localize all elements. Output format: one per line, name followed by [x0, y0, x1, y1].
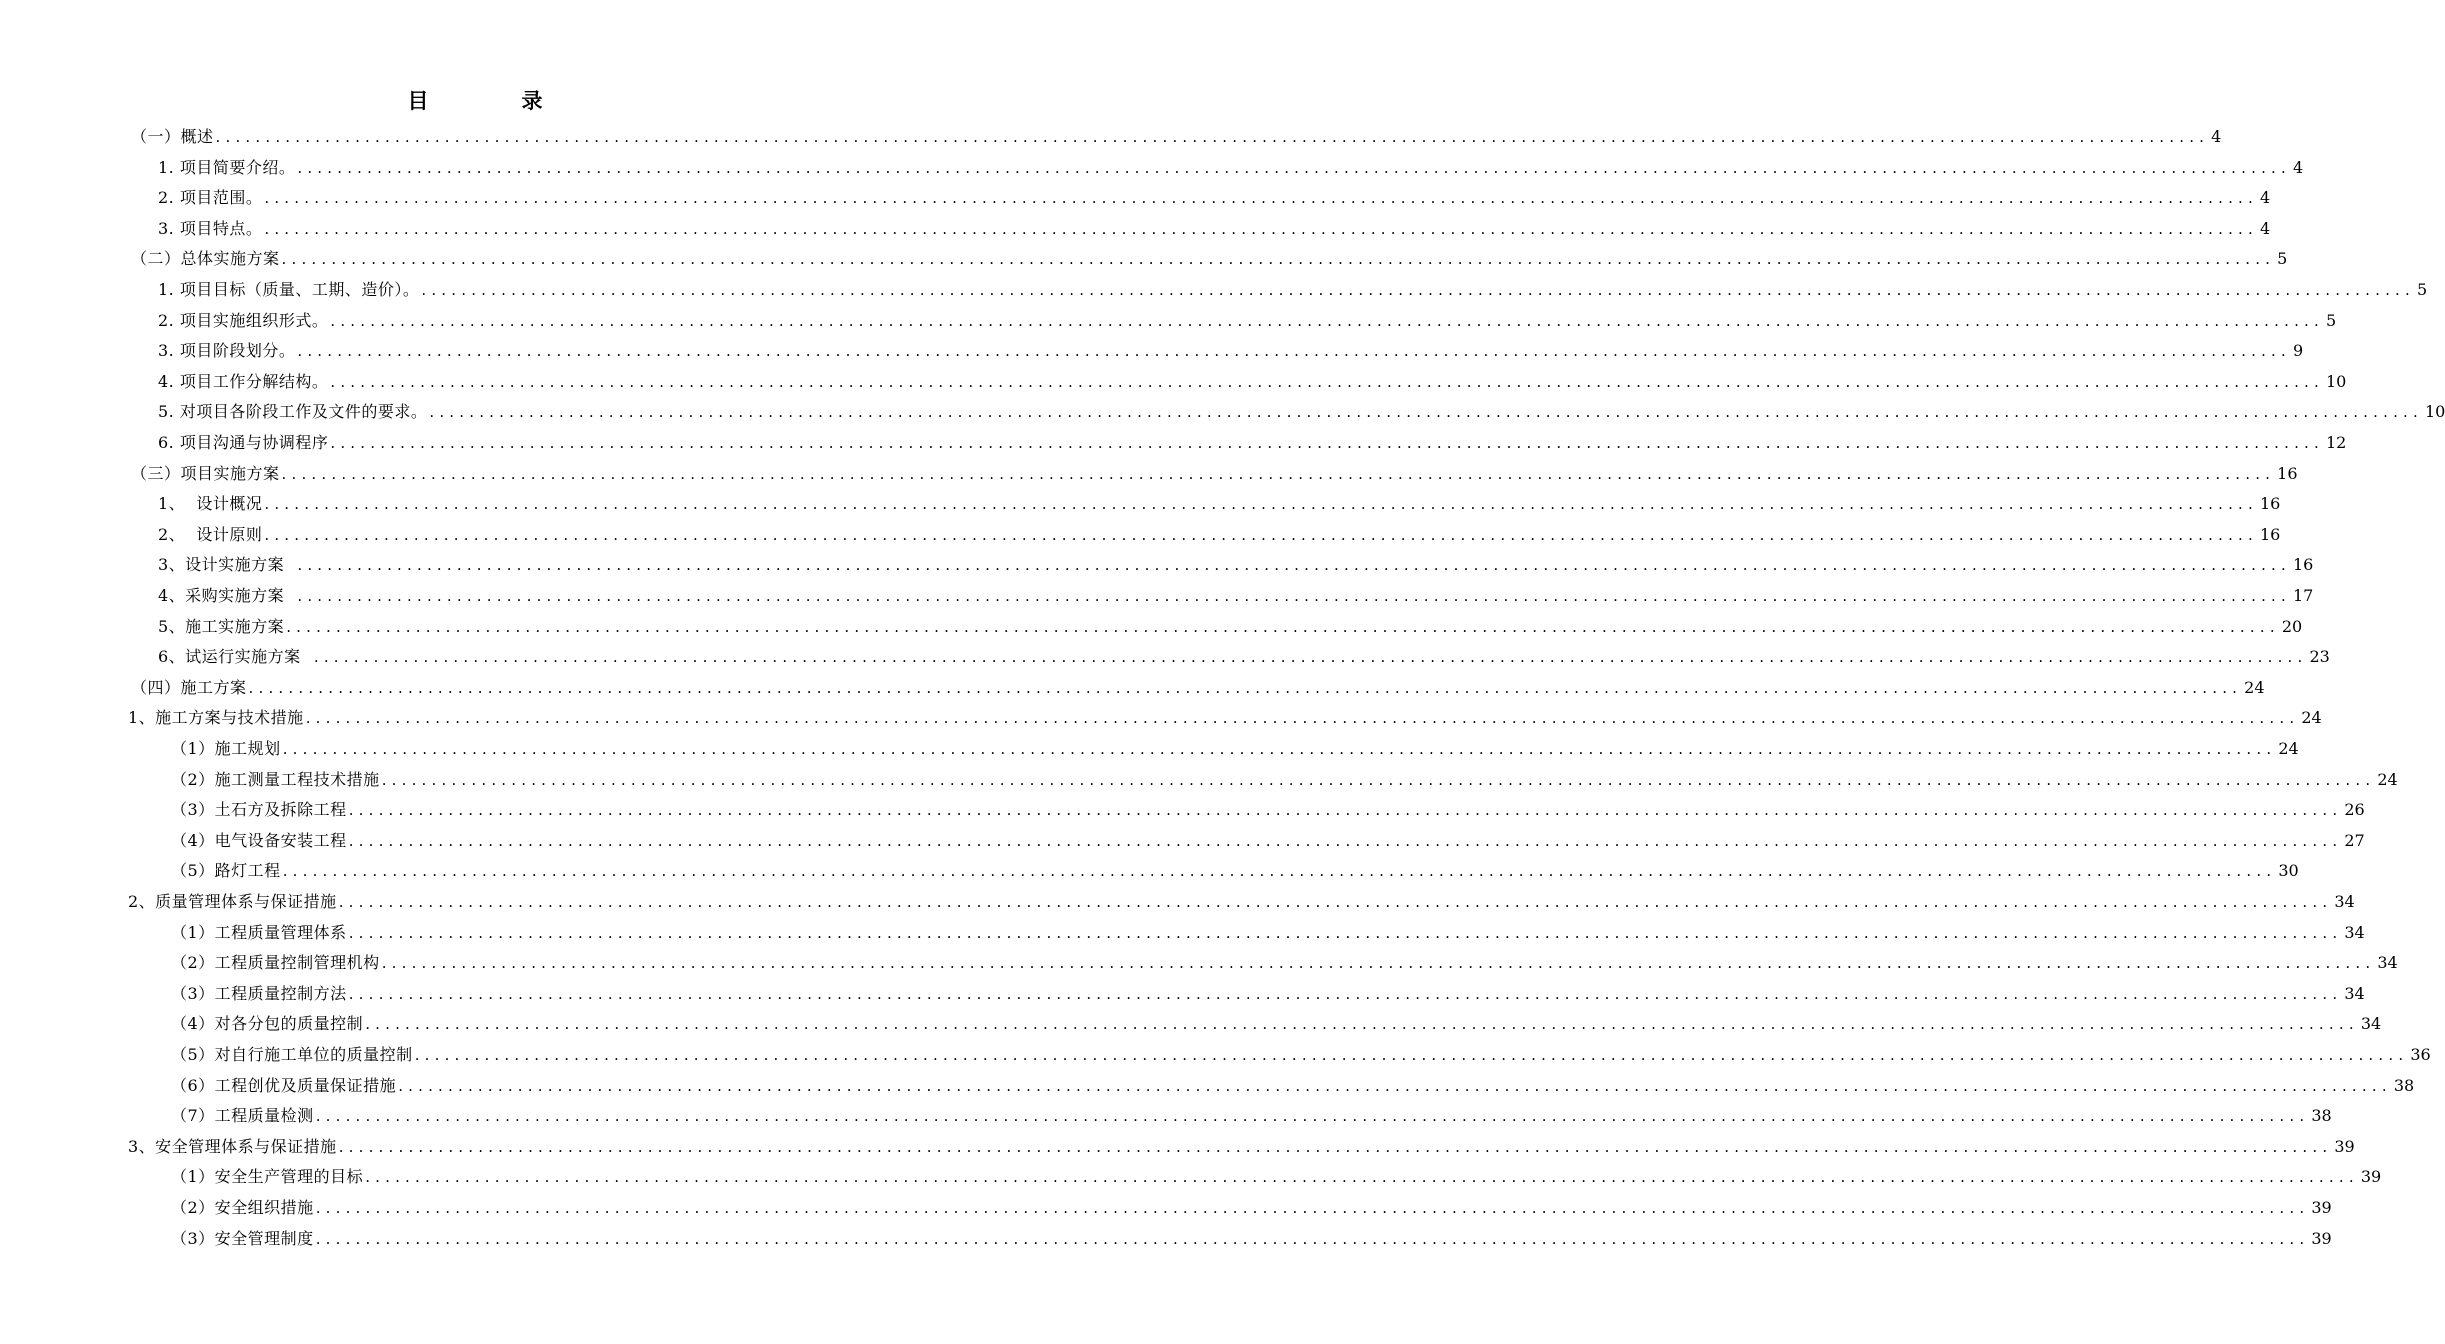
toc-page-number: 39 — [2311, 1228, 2332, 1248]
toc-entry[interactable] — [158, 336, 2304, 366]
toc-dot-leader: ........................................................................................................................................................................................................ — [281, 250, 2276, 269]
toc-entry-label: 3、安全管理体系与保证措施 — [128, 1136, 337, 1156]
toc-page-number: 36 — [2410, 1045, 2431, 1064]
toc-entry[interactable] — [158, 183, 2271, 213]
toc-dot-leader: ........................................................................................................................................................................................................ — [215, 128, 2210, 146]
toc-page-number: 34 — [2334, 892, 2355, 911]
toc-entry-label: （5）路灯工程 — [171, 861, 281, 881]
toc-dot-leader: ........................................................................................................................................................................................................ — [297, 556, 2291, 575]
toc-page-number: 27 — [2344, 830, 2365, 850]
toc-page-number: 16 — [2277, 463, 2298, 483]
toc-dot-leader: ........................................................................................................................................................................................................ — [365, 1015, 2359, 1034]
toc-entry-label: （三）项目实施方案 — [131, 463, 280, 483]
toc-dot-leader: ........................................................................................................................................................................................................ — [264, 525, 2258, 544]
toc-dot-leader: ........................................................................................................................................................................................................ — [248, 678, 2243, 697]
toc-entry[interactable] — [128, 1132, 2355, 1162]
toc-page-number: 5 — [2325, 310, 2337, 330]
toc-dot-leader: ........................................................................................................................................................................................................ — [281, 464, 2276, 483]
toc-page-number: 24 — [2244, 677, 2265, 697]
page-title: 目 录 — [407, 89, 579, 113]
toc-entry-label: 2. 项目范围。 — [158, 188, 263, 208]
toc-entry-label: 6、试运行实施方案 — [158, 647, 312, 667]
toc-page-number: 16 — [2259, 494, 2281, 514]
toc-entry[interactable] — [131, 673, 2265, 703]
toc-page-number: 24 — [2301, 708, 2322, 728]
toc-entry-label: （1）施工规划 — [171, 739, 281, 758]
toc-entry-label: （二）总体实施方案 — [131, 249, 280, 269]
toc-entry-label: （2）安全组织措施 — [171, 1198, 314, 1217]
toc-page-number: 24 — [2278, 739, 2299, 758]
toc-entry-label: （2）施工测量工程技术措施 — [171, 769, 380, 789]
toc-entry[interactable] — [158, 612, 2303, 642]
toc-dot-leader: ........................................................................................................................................................................................................ — [348, 923, 2343, 942]
toc-page-number: 24 — [2377, 769, 2398, 789]
toc-entry[interactable] — [158, 581, 2314, 611]
toc-page-number: 34 — [2344, 983, 2365, 1003]
toc-entry[interactable] — [158, 520, 2281, 550]
toc-entry[interactable] — [158, 367, 2347, 397]
toc-entry[interactable] — [171, 826, 2365, 856]
toc-dot-leader: ........................................................................................................................................................................................................ — [315, 1229, 2310, 1248]
toc-entry[interactable] — [158, 275, 2428, 305]
toc-entry-label: （2）工程质量控制管理机构 — [171, 953, 380, 973]
toc-entry[interactable] — [158, 489, 2281, 519]
toc-entry-label: 1. 项目简要介绍。 — [158, 157, 296, 177]
toc-page-number: 4 — [2259, 218, 2271, 238]
toc-entry-label: 1、 设计概况 — [158, 494, 263, 514]
toc-entry[interactable] — [171, 918, 2365, 948]
toc-entry[interactable] — [131, 122, 2222, 152]
toc-entry-label: （3）土石方及拆除工程 — [171, 800, 347, 820]
toc-entry-label: （1）安全生产管理的目标 — [171, 1167, 364, 1187]
toc-dot-leader: ........................................................................................................................................................................................................ — [330, 434, 2324, 452]
toc-dot-leader: ........................................................................................................................................................................................................ — [315, 1199, 2310, 1217]
toc-entry[interactable] — [171, 1040, 2431, 1070]
toc-entry[interactable] — [158, 306, 2337, 336]
toc-dot-leader: ........................................................................................................................................................................................................ — [297, 158, 2291, 177]
toc-entry-label: 1. 项目目标（质量、工期、造价）。 — [158, 280, 420, 299]
toc-dot-leader: ........................................................................................................................................................................................................ — [264, 495, 2258, 514]
toc-dot-leader: ........................................................................................................................................................................................................ — [315, 1107, 2310, 1126]
toc-entry[interactable] — [171, 856, 2299, 886]
toc-dot-leader: ........................................................................................................................................................................................................ — [398, 1076, 2392, 1095]
toc-entry[interactable] — [171, 1009, 2382, 1039]
toc-dot-leader: ........................................................................................................................................................................................................ — [365, 1168, 2359, 1187]
toc-entry-label: 3. 项目特点。 — [158, 218, 263, 238]
toc-dot-leader: ........................................................................................................................................................................................................ — [282, 862, 2277, 881]
toc-entry-label: 1、施工方案与技术措施 — [128, 708, 304, 728]
toc-entry[interactable] — [158, 642, 2330, 672]
toc-entry-label: （5）对自行施工单位的质量控制 — [171, 1045, 413, 1064]
toc-page-number: 10 — [2424, 402, 2445, 422]
toc-entry-label: 3、设计实施方案 — [158, 555, 296, 575]
toc-entry-label: （4）电气设备安装工程 — [171, 830, 347, 850]
toc-page-number: 34 — [2344, 922, 2365, 942]
toc-entry[interactable] — [158, 397, 2445, 427]
toc-dot-leader: ........................................................................................................................................................................................................ — [348, 984, 2343, 1003]
toc-page-number: 4 — [2211, 127, 2222, 146]
toc-entry[interactable] — [128, 887, 2355, 917]
toc-page-number: 4 — [2292, 157, 2304, 177]
toc-page-number: 16 — [2292, 555, 2314, 575]
toc-dot-leader: ........................................................................................................................................................................................................ — [381, 770, 2376, 789]
toc-page-number: 30 — [2278, 861, 2299, 881]
toc-page-number: 34 — [2360, 1014, 2382, 1034]
toc-page-number: 20 — [2281, 616, 2303, 636]
toc-page-number: 39 — [2311, 1198, 2332, 1217]
toc-entry-label: 4. 项目工作分解结构。 — [158, 371, 329, 391]
toc-page-number: 23 — [2309, 647, 2330, 667]
toc-dot-leader: ........................................................................................................................................................................................................ — [421, 281, 2415, 299]
toc-dot-leader: ........................................................................................................................................................................................................ — [264, 189, 2258, 208]
toc-entry[interactable] — [131, 244, 2288, 274]
toc-page-number: 39 — [2334, 1136, 2355, 1156]
toc-page-number: 5 — [2277, 249, 2288, 269]
toc-entry-label: 2、 设计原则 — [158, 524, 263, 544]
toc-entry[interactable] — [158, 153, 2304, 183]
toc-dot-leader: ........................................................................................................................................................................................................ — [297, 342, 2291, 361]
toc-entry[interactable] — [171, 979, 2365, 1009]
toc-page-number: 38 — [2393, 1075, 2415, 1095]
toc-entry-label: （四）施工方案 — [131, 677, 247, 697]
toc-page-number: 5 — [2416, 280, 2428, 299]
toc-entry-label: 2. 项目实施组织形式。 — [158, 310, 329, 330]
toc-page-number: 12 — [2325, 433, 2347, 452]
toc-dot-leader: ........................................................................................................................................................................................................ — [348, 801, 2343, 820]
toc-entry-label: （6）工程创优及质量保证措施 — [171, 1075, 397, 1095]
toc-dot-leader: ........................................................................................................................................................................................................ — [330, 372, 2324, 391]
toc-page-number: 9 — [2292, 341, 2304, 361]
toc-page-number: 26 — [2344, 800, 2365, 820]
toc-entry-label: （4）对各分包的质量控制 — [171, 1014, 364, 1034]
toc-dot-leader: ........................................................................................................................................................................................................ — [338, 893, 2333, 911]
toc-dot-leader: ........................................................................................................................................................................................................ — [305, 709, 2300, 728]
toc-entry-label: 5、施工实施方案 — [158, 616, 285, 636]
toc-dot-leader: ........................................................................................................................................................................................................ — [414, 1046, 2409, 1064]
toc-entry[interactable] — [171, 765, 2398, 795]
toc-page-number: 38 — [2311, 1106, 2332, 1126]
toc-entry-label: （1）工程质量管理体系 — [171, 922, 347, 942]
toc-dot-leader: ........................................................................................................................................................................................................ — [348, 831, 2343, 850]
toc-entry-label: （3）工程质量控制方法 — [171, 983, 347, 1003]
toc-dot-leader: ........................................................................................................................................................................................................ — [338, 1137, 2333, 1156]
toc-dot-leader: ........................................................................................................................................................................................................ — [264, 219, 2258, 238]
toc-entry-label: 6. 项目沟通与协调程序 — [158, 433, 329, 452]
toc-dot-leader: ........................................................................................................................................................................................................ — [313, 648, 2308, 667]
toc-entry[interactable] — [171, 1071, 2415, 1101]
toc-entry[interactable] — [171, 734, 2299, 764]
toc-entry-label: 2、质量管理体系与保证措施 — [128, 892, 337, 911]
toc-dot-leader: ........................................................................................................................................................................................................ — [330, 311, 2324, 330]
toc-dot-leader: ........................................................................................................................................................................................................ — [381, 954, 2376, 973]
toc-entry-label: 4、采购实施方案 — [158, 586, 296, 605]
toc-entry[interactable] — [158, 550, 2314, 580]
toc-entry-label: （3）安全管理制度 — [171, 1228, 314, 1248]
toc-dot-leader: ........................................................................................................................................................................................................ — [429, 403, 2423, 422]
toc-entry[interactable] — [171, 1162, 2382, 1192]
toc-entry[interactable] — [171, 1193, 2332, 1223]
toc-entry[interactable] — [171, 1224, 2332, 1254]
toc-page-number: 4 — [2259, 188, 2271, 208]
toc-entry[interactable] — [158, 428, 2347, 458]
toc-page-number: 16 — [2259, 524, 2281, 544]
toc-dot-leader: ........................................................................................................................................................................................................ — [282, 740, 2277, 758]
toc-entry[interactable] — [131, 459, 2298, 489]
toc-entry[interactable] — [171, 795, 2365, 825]
toc-entry[interactable] — [171, 1101, 2332, 1131]
toc-entry-label: 3. 项目阶段划分。 — [158, 341, 296, 361]
toc-entry-label: 5. 对项目各阶段工作及文件的要求。 — [158, 402, 428, 422]
toc-page-number: 34 — [2377, 953, 2398, 973]
toc-entry-label: （一）概述 — [131, 127, 214, 146]
toc-dot-leader: ........................................................................................................................................................................................................ — [286, 617, 2280, 636]
toc-entry[interactable] — [158, 214, 2271, 244]
toc-page-number: 39 — [2360, 1167, 2382, 1187]
toc-entry-label: （7）工程质量检测 — [171, 1106, 314, 1126]
toc-entry[interactable] — [171, 948, 2398, 978]
toc-dot-leader: ........................................................................................................................................................................................................ — [297, 587, 2291, 605]
toc-page-number: 17 — [2292, 586, 2314, 605]
toc-page-number: 10 — [2325, 371, 2347, 391]
toc-entry[interactable] — [128, 703, 2322, 733]
